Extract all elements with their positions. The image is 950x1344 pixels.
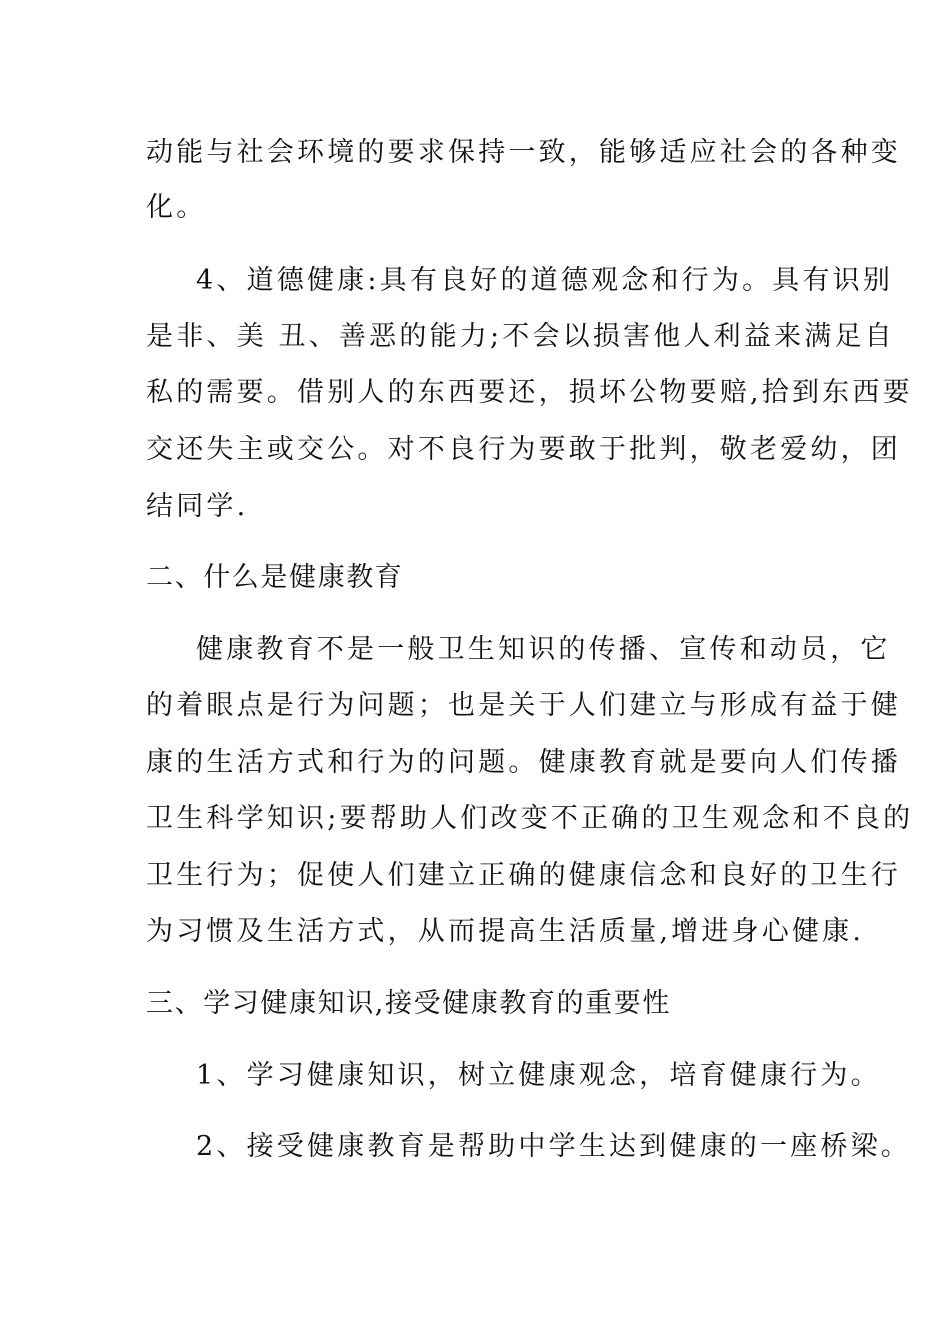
paragraph-line: 私的需要。借别人的东西要还，损坏公物要赔,拾到东西要 [146,377,913,408]
list-item: 2、接受健康教育是帮助中学生达到健康的一座桥梁。 [196,1131,911,1162]
paragraph-line: 4、道德健康:具有良好的道德观念和行为。具有识别 [196,265,894,296]
section-heading: 二、什么是健康教育 [146,562,404,593]
paragraph-line: 的着眼点是行为问题；也是关于人们建立与形成有益于健 [146,690,901,721]
paragraph-line: 是非、美 丑、善恶的能力;不会以损害他人利益来满足自 [146,321,895,352]
paragraph-line: 化。 [146,192,207,223]
paragraph-line: 动能与社会环境的要求保持一致，能够适应社会的各种变 [146,137,901,168]
list-item: 1、学习健康知识，树立健康观念，培育健康行为。 [196,1060,881,1091]
paragraph-line: 康的生活方式和行为的问题。健康教育就是要向人们传播 [146,747,901,778]
paragraph-line: 健康教育不是一般卫生知识的传播、宣传和动员，它 [196,634,891,665]
section-heading: 三、学习健康知识,接受健康教育的重要性 [146,988,671,1019]
paragraph-line: 卫生科学知识;要帮助人们改变不正确的卫生观念和不良的 [146,803,914,834]
paragraph-line: 结同学. [146,491,249,522]
paragraph-line: 为习惯及生活方式，从而提高生活质量,增进身心健康. [146,916,865,947]
paragraph-line: 交还失主或交公。对不良行为要敢于批判，敬老爱幼，团 [146,434,901,465]
paragraph-line: 卫生行为；促使人们建立正确的健康信念和良好的卫生行 [146,860,901,891]
